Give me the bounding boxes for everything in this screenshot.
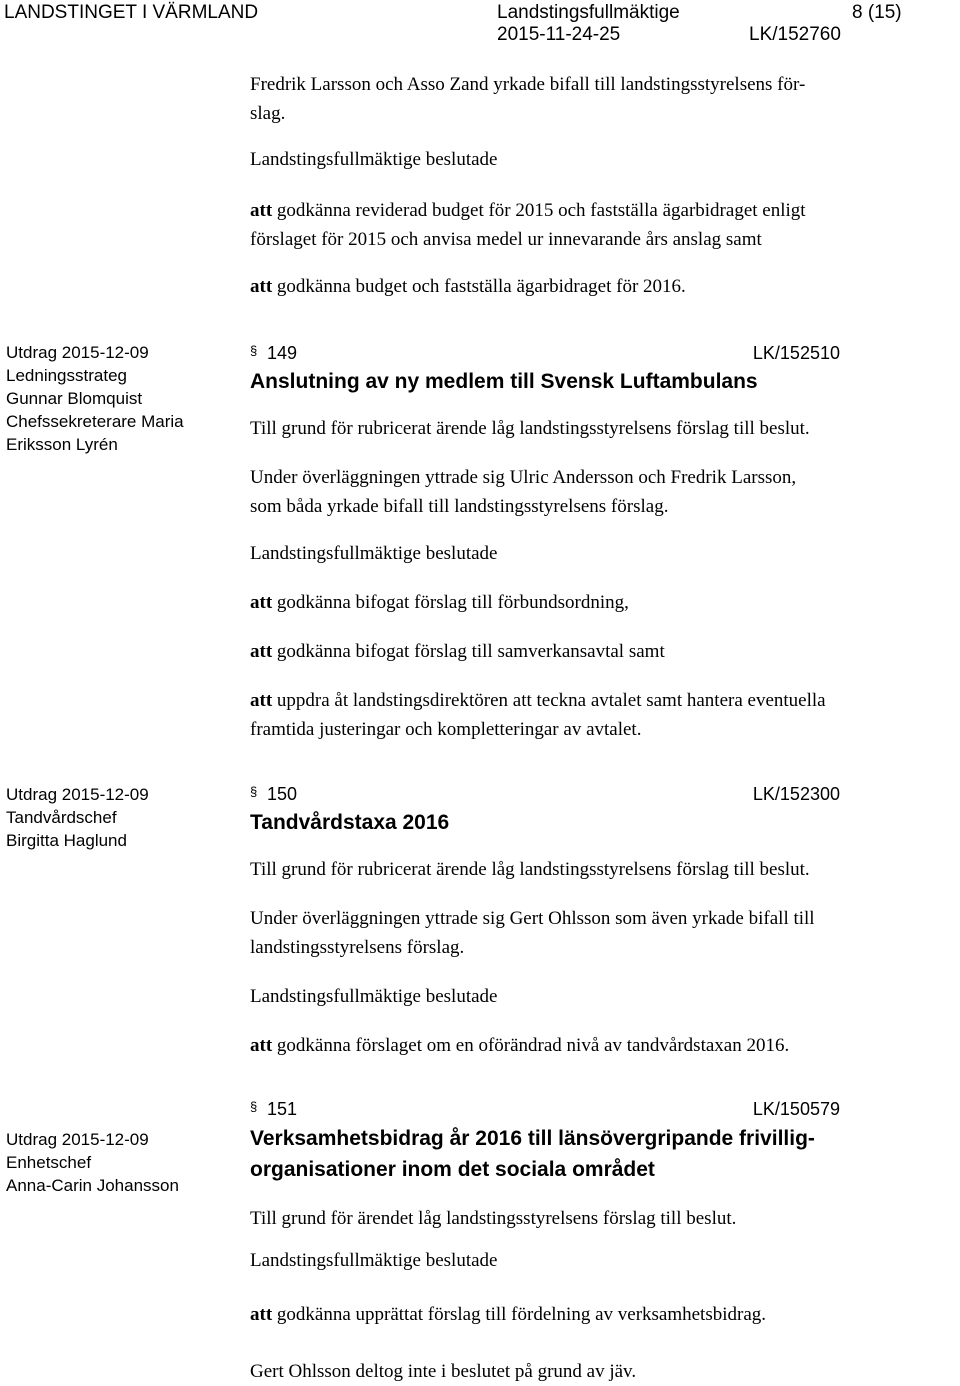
intro-line: Fredrik Larsson och Asso Zand yrkade bifall till landstingsstyrelsens för- [250, 74, 806, 95]
org-name: LANDSTINGET I VÄRMLAND [4, 2, 259, 23]
page-number: 8 (15) [852, 2, 902, 23]
section-number: 151 [267, 1099, 298, 1119]
section-sidebar: Utdrag 2015-12-09 Tandvårdschef Birgitta Haglund [6, 785, 149, 850]
section-number: 149 [267, 343, 298, 363]
header-date: 2015-11-24-25 [497, 24, 621, 45]
section-basis: Till grund för rubricerat ärende låg landstingsstyrelsens förslag till beslut. [250, 859, 810, 880]
section-mark: § [250, 1099, 258, 1114]
section-debate: Under överläggningen yttrade sig Ulric Andersson och Fredrik Larsson, [250, 467, 797, 488]
section-title-cont: organisationer inom det sociala området [250, 1158, 655, 1181]
decision-item: att godkänna förslaget om en oförändrad nivå av tandvårdstaxan 2016. [250, 1035, 790, 1056]
section-sidebar: Utdrag 2015-12-09 Enhetschef Anna-Carin Johansson [6, 1130, 179, 1195]
section-basis: Till grund för ärendet låg landstingsstyrelsens förslag till beslut. [250, 1208, 737, 1229]
decision-heading: Landstingsfullmäktige beslutade [250, 543, 498, 564]
section-title: Verksamhetsbidrag år 2016 till länsövergripande frivillig- [250, 1127, 815, 1150]
decision-item: att godkänna upprättat förslag till fördelning av verksamhetsbidrag. [250, 1304, 767, 1325]
decision-heading: Landstingsfullmäktige beslutade [250, 1250, 498, 1271]
header-body: Landstingsfullmäktige [497, 2, 680, 23]
decision-item: att godkänna budget och fastställa ägarbidraget för 2016. [250, 276, 686, 297]
section-mark: § [250, 343, 258, 358]
decision-item: att uppdra åt landstingsdirektören att teckna avtalet samt hantera eventuella [250, 690, 826, 711]
decision-item: att godkänna reviderad budget för 2015 och fastställa ägarbidraget enligt [250, 200, 806, 221]
section-note: Gert Ohlsson deltog inte i beslutet på grund av jäv. [250, 1361, 637, 1382]
section-debate: Under överläggningen yttrade sig Gert Ohlsson som även yrkade bifall till [250, 908, 815, 929]
section-title: Anslutning av ny medlem till Svensk Luftambulans [250, 370, 758, 393]
section-debate: landstingsstyrelsens förslag. [250, 937, 465, 958]
section-ref: LK/152300 [752, 784, 840, 804]
section-number: 150 [267, 784, 298, 804]
section-debate: som båda yrkade bifall till landstingsstyrelsens förslag. [250, 496, 669, 517]
section-sidebar: Utdrag 2015-12-09 Ledningsstrateg Gunnar Blomquist Chefssekreterare Maria Eriksson Lyrén [6, 343, 184, 454]
section-mark: § [250, 784, 258, 799]
intro-line: slag. [250, 103, 286, 124]
section-ref: LK/150579 [752, 1099, 840, 1119]
decision-item-cont: framtida justeringar och kompletteringar av avtalet. [250, 719, 642, 740]
section-ref: LK/152510 [752, 343, 840, 363]
section-title: Tandvårdstaxa 2016 [250, 811, 450, 834]
decision-heading: Landstingsfullmäktige beslutade [250, 986, 498, 1007]
header-ref: LK/152760 [749, 24, 841, 45]
section-basis: Till grund för rubricerat ärende låg landstingsstyrelsens förslag till beslut. [250, 418, 810, 439]
decision-item: att godkänna bifogat förslag till samverkansavtal samt [250, 641, 665, 662]
decision-item-cont: förslaget för 2015 och anvisa medel ur innevarande års anslag samt [250, 229, 762, 250]
decision-heading: Landstingsfullmäktige beslutade [250, 149, 498, 170]
decision-item: att godkänna bifogat förslag till förbundsordning, [250, 592, 629, 613]
